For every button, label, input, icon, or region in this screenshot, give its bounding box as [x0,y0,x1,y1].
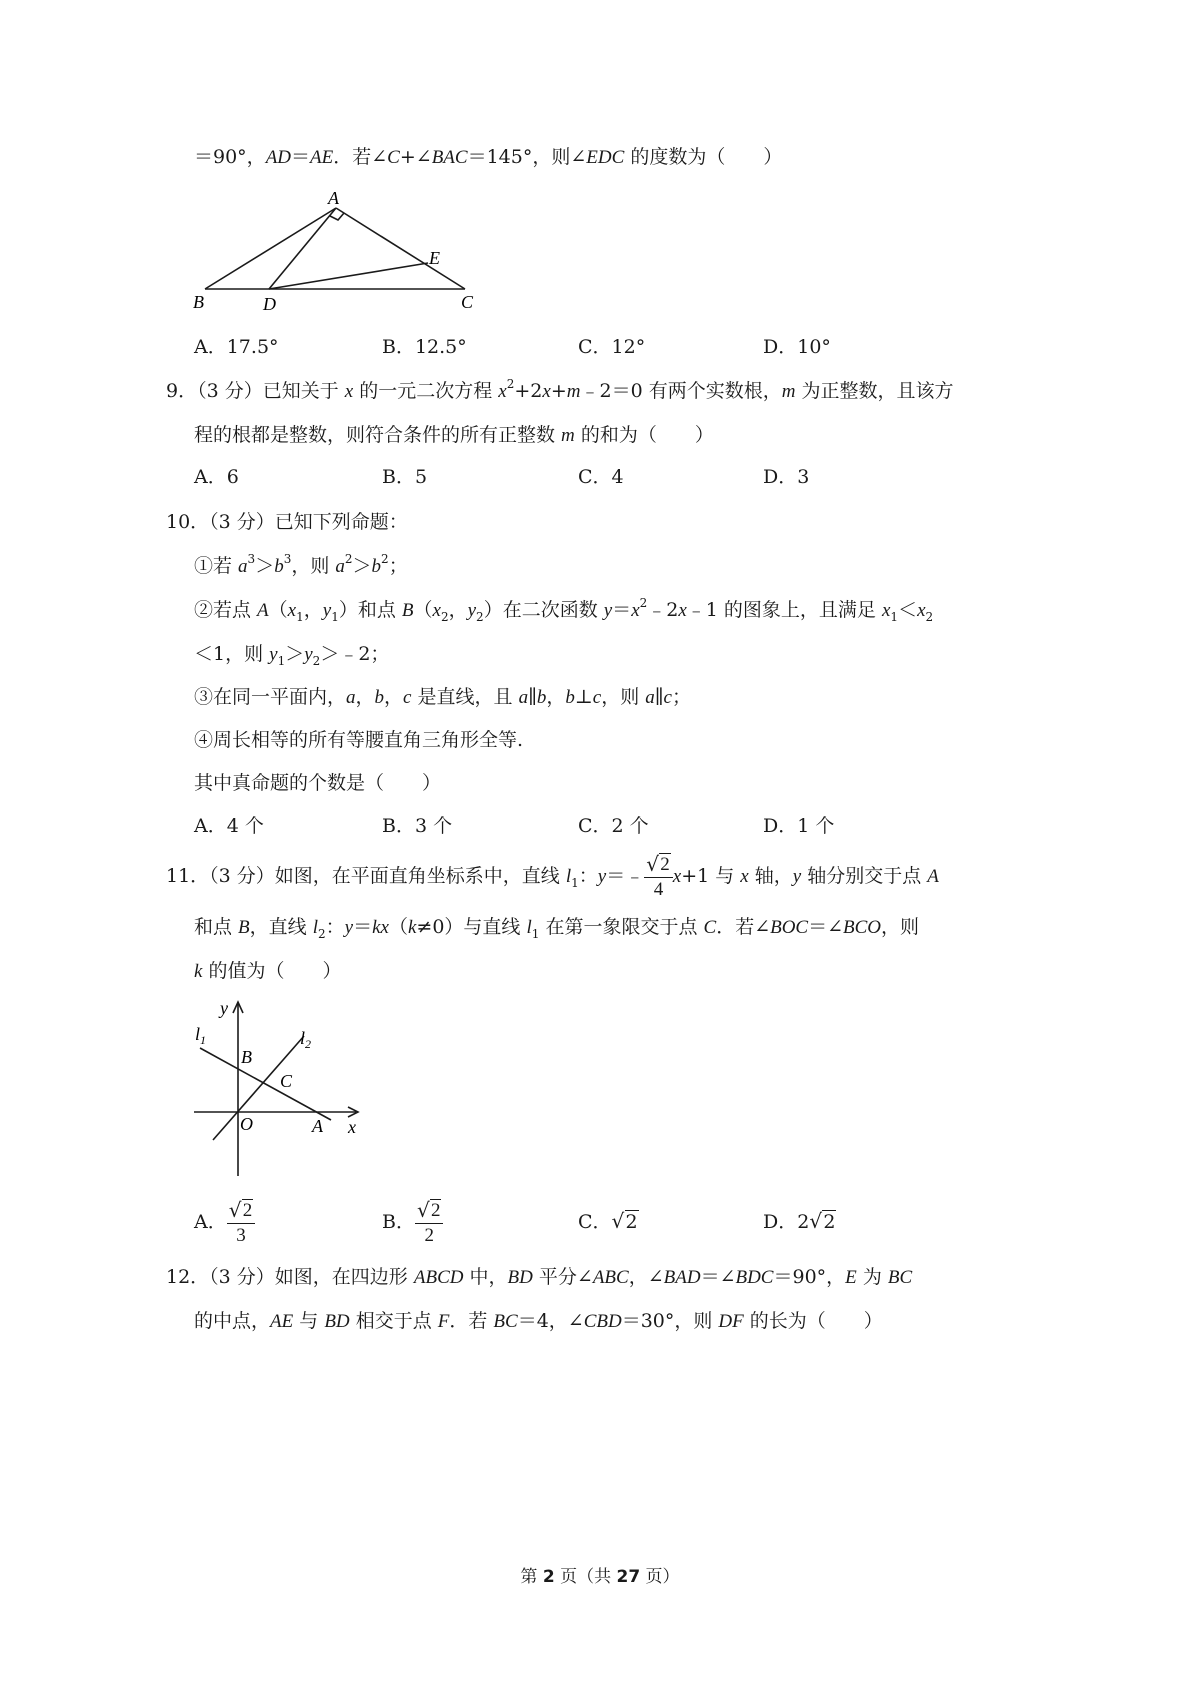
q8-stem-line: ＝90°，AD＝AE．若∠C+∠BAC＝145°，则∠EDC 的度数为（ ） [194,146,783,168]
q11-stem-line-2: 和点 B，直线 $l_2$：y＝kx（k≠0）与直线 $l_1$ 在第一象限交于点 C．若∠BOC＝∠BCO，则 [194,916,920,941]
page-number: 2 [542,1567,555,1587]
q9-stem-line-2: 程的根都是整数，则符合条件的所有正整数 m 的和为（ ） [194,424,714,446]
q11-label-l2: $l_2$ [300,1028,312,1051]
q8-option-a[interactable]: A．17.5° [194,336,279,358]
page-footer: 第 2 页（共 27 页） [520,1567,680,1587]
q8-label-b: B [193,292,204,312]
q10-option-c[interactable]: C．2 个 [578,815,649,837]
q11-option-a[interactable]: A． √ $\frac{2}{3}$ [194,1196,255,1248]
q11-option-c[interactable]: C．√ 2 [578,1209,639,1235]
q11-label-o: O [240,1114,253,1134]
q9-option-c[interactable]: C．4 [578,466,624,488]
q10-proposition-1: ①若 $a^3>b^3$，则 $a^2>b^2$； [194,552,408,577]
q11-label-x: x [348,1117,356,1137]
q8-label-d: D [263,294,276,314]
q10-option-b[interactable]: B．3 个 [382,815,453,837]
q10-proposition-4: ④周长相等的所有等腰直角三角形全等. [194,729,524,751]
q8-option-b[interactable]: B．12.5° [382,336,467,358]
q10-proposition-2: ②若点 $A(x_1$，$y_1$）和点 $B(x_2$，$y_2$）在二次函数 $y=x^2﹣2x﹣1$ 的图象上，且满足 $x_1<x_2$ [194,596,934,624]
q11-option-d[interactable]: D．2√ 2 [763,1209,836,1235]
q12-stem-line-1: 12．（3 分）如图，在四边形 ABCD 中，BD 平分∠ABC，∠BAD＝∠BDC＝90°，E 为 BC [166,1266,913,1288]
q11-option-b[interactable]: B． √ $\frac{2}{2}$ [382,1196,443,1248]
q11-label-b: B [241,1047,252,1067]
q10-proposition-3: ③在同一平面内，a，b，c 是直线，且 a∥b，b⊥c，则 a∥c； [194,686,691,708]
q8-option-d[interactable]: D．10° [763,336,831,358]
q11-fraction: √ $\frac{2}{4}$ [644,853,673,902]
q8-label-e: E [429,248,440,268]
q10-proposition-2-cont: ＜1，则 $y_1>y_2>﹣2$； [194,643,390,668]
q9-option-d[interactable]: D．3 [763,466,810,488]
total-pages: 27 [616,1567,641,1587]
q12-stem-line-2: 的中点，AE 与 BD 相交于点 F．若 BC＝4，∠CBD＝30°，则 DF 的长为（ ） [194,1310,883,1332]
q10-option-d[interactable]: D．1 个 [763,815,835,837]
q11-stem-line-3: k 的值为（ ） [194,960,342,982]
q11-stem-line-1: 11．（3 分）如图，在平面直角坐标系中，直线 $l_1$：y＝﹣ √ $\frac{2}{4}$ x+1 与 x 轴，y 轴分别交于点 A [166,850,939,903]
q8-label-c: C [461,292,474,312]
q9-option-a[interactable]: A．6 [194,466,239,488]
q10-stem: 10．（3 分）已知下列命题： [166,511,408,533]
q11-label-y: y [220,998,228,1018]
q9-option-b[interactable]: B．5 [382,466,428,488]
q9-stem-line-1: 9．（3 分）已知关于 x 的一元二次方程 $x^2+2x+m﹣2=0$ 有两个实数根，m 为正整数，且该方 [166,377,954,402]
q10-option-a[interactable]: A．4 个 [194,815,264,837]
q8-triangle-figure [185,186,485,316]
q8-option-c[interactable]: C．12° [578,336,646,358]
q8-label-a: A [328,188,339,208]
q11-label-c: C [280,1071,293,1091]
q11-coordinate-figure [186,996,376,1180]
q11-label-a: A [312,1116,323,1136]
q11-label-l1: $l_1$ [195,1024,207,1047]
q10-question: 其中真命题的个数是（ ） [194,772,442,794]
